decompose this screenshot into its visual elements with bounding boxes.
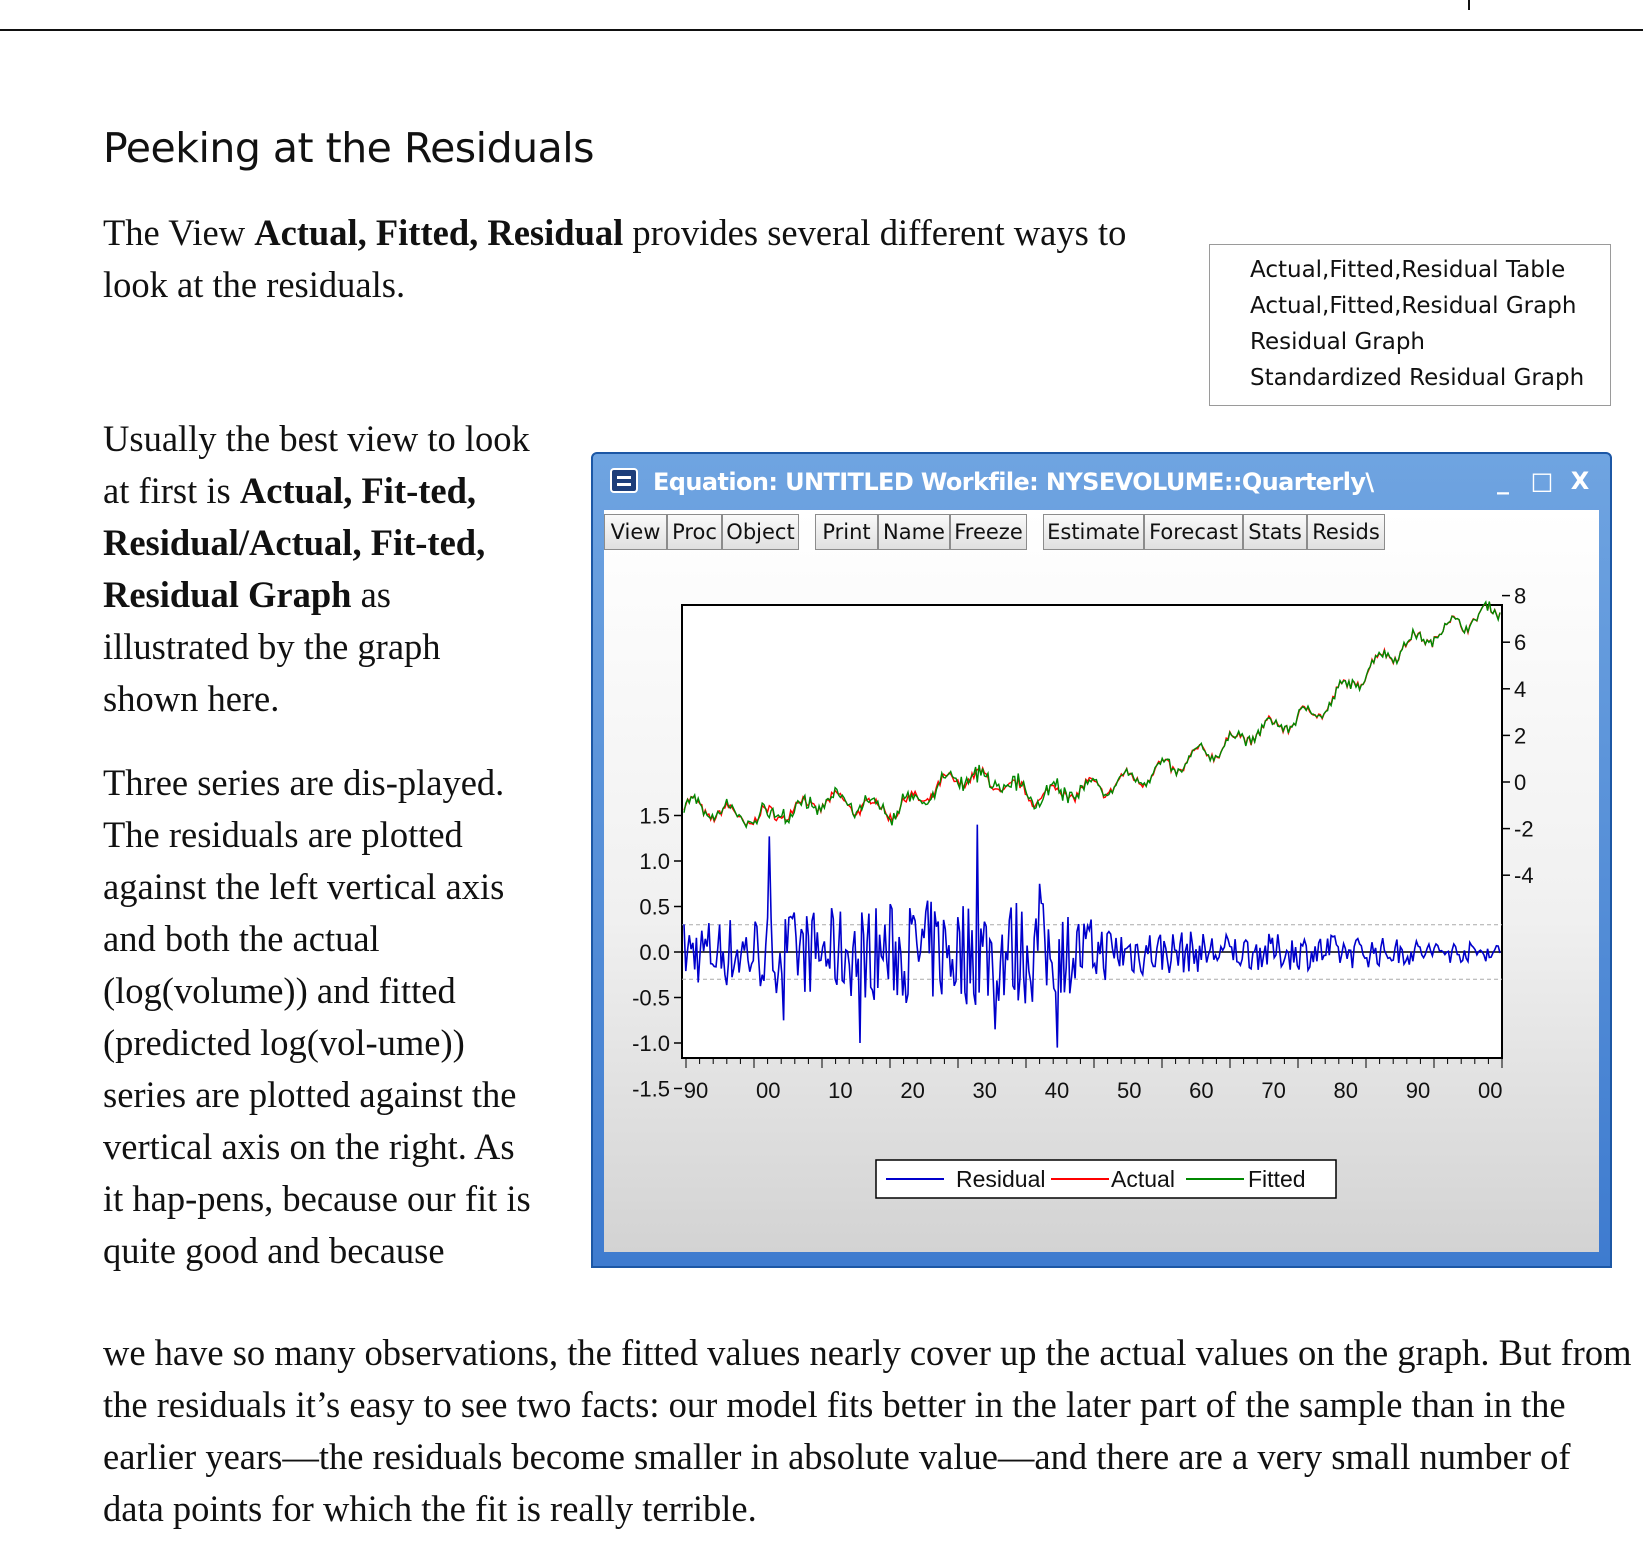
- toolbar-proc-button[interactable]: Proc: [667, 514, 722, 550]
- x-axis-tick-label: 20: [900, 1078, 925, 1103]
- right-axis-tick-label: 6: [1514, 630, 1527, 656]
- left-axis-tick-label: -0.5: [632, 985, 670, 1011]
- intro-paragraph: [103, 207, 1143, 311]
- close-button[interactable]: X: [1570, 467, 1590, 495]
- window-titlebar[interactable]: [593, 454, 1610, 510]
- conclusion-paragraph: we have so many observations, the fitted values nearly cover up the actual values on the graph. But from the residuals it’s easy to see two facts: our model fits better in the later part of the sample than in the earlier years—the residuals become smaller in absolute value—and there are a very small number of data points for which the fit is really terrible.: [103, 1332, 1632, 1529]
- equation-window: [591, 452, 1612, 1268]
- toolbar-resids-button[interactable]: Resids: [1307, 514, 1385, 550]
- left-axis-tick-label: 1.5: [639, 803, 670, 829]
- x-axis-tick-label: 70: [1261, 1078, 1286, 1103]
- x-axis-tick-label: 10: [828, 1078, 853, 1103]
- header-rule: [0, 29, 1643, 31]
- left-axis-tick-label: -1.0: [632, 1031, 670, 1056]
- legend-label-residual: Residual: [956, 1166, 1046, 1192]
- minimize-button[interactable]: _: [1497, 467, 1509, 495]
- usage-paragraph: [103, 413, 543, 725]
- usage-bold-view: Actual, Fit-ted, Residual/Actual, Fit-ted, Residual Graph: [103, 470, 486, 615]
- view-submenu: [1209, 244, 1611, 406]
- toolbar-stats-button[interactable]: Stats: [1243, 514, 1307, 550]
- x-axis-tick-label: 00: [755, 1078, 781, 1103]
- right-axis-tick-label: -2: [1514, 816, 1534, 842]
- right-axis-tick-label: 0: [1514, 770, 1527, 795]
- section-heading: Peeking at the Residuals: [103, 124, 594, 172]
- toolbar-freeze-button[interactable]: Freeze: [950, 514, 1027, 550]
- right-axis-tick-label: 8: [1514, 583, 1527, 609]
- toolbar-name-button[interactable]: Name: [878, 514, 950, 550]
- x-axis-tick-label: 30: [972, 1078, 998, 1103]
- left-axis-tick-label: 0.0: [639, 940, 670, 965]
- menu-item-standardized-residual-graph[interactable]: Standardized Residual Graph: [1250, 365, 1585, 391]
- menu-item-residual-graph[interactable]: Residual Graph: [1250, 329, 1425, 355]
- x-axis-tick-label: 50: [1116, 1078, 1142, 1103]
- toolbar-estimate-button[interactable]: Estimate: [1043, 514, 1144, 550]
- menu-item-afr-graph[interactable]: Actual,Fitted,Residual Graph: [1250, 293, 1577, 319]
- intro-bold-view: Actual, Fitted, Residual: [254, 212, 624, 253]
- left-axis-tick-label: 0.5: [639, 894, 670, 920]
- maximize-button[interactable]: □: [1530, 467, 1554, 495]
- window-client-area: [604, 510, 1599, 1252]
- x-axis-tick-label: 80: [1333, 1078, 1359, 1103]
- x-axis-tick-label: 00: [1477, 1078, 1503, 1103]
- header-rule-tick: [1468, 0, 1470, 10]
- right-axis-tick-label: 2: [1514, 723, 1527, 749]
- intro-text-c: provides several different ways to look at the residuals.: [103, 212, 1127, 305]
- residual-chart: [604, 552, 1599, 1252]
- window-title: Equation: UNTITLED Workfile: NYSEVOLUME::Quarterly\: [653, 468, 1374, 496]
- usage-text-a: Usually the best view to look at first is: [103, 418, 530, 511]
- usage-text-c: as illustrated by the graph shown here.: [103, 574, 441, 719]
- x-axis-tick-label: 40: [1044, 1078, 1070, 1103]
- x-axis-tick-label: 60: [1189, 1078, 1214, 1103]
- toolbar-view-button[interactable]: View: [604, 514, 667, 550]
- x-axis-tick-label: 90: [1405, 1078, 1431, 1103]
- equation-icon: [610, 468, 638, 493]
- x-axis-tick-label: 90: [683, 1078, 709, 1103]
- menu-item-afr-table[interactable]: Actual,Fitted,Residual Table: [1250, 257, 1566, 283]
- right-axis-tick-label: 4: [1514, 676, 1527, 702]
- toolbar-forecast-button[interactable]: Forecast: [1144, 514, 1243, 550]
- intro-text-a: The View: [103, 212, 255, 253]
- window-toolbar: [604, 510, 1599, 552]
- series-paragraph: Three series are dis-played. The residuals are plotted against the left vertical axis and both the actual (log(volume)) and fitted (predicted log(vol-ume)) series are plotted against the vertical axis on the right. As it hap-pens, because our fit is quite good and because: [103, 762, 531, 1271]
- toolbar-print-button[interactable]: Print: [815, 514, 878, 550]
- toolbar-object-button[interactable]: Object: [722, 514, 799, 550]
- legend-label-actual: Actual: [1111, 1166, 1175, 1192]
- left-axis-tick-label: 1.0: [639, 849, 670, 874]
- legend-label-fitted: Fitted: [1248, 1166, 1306, 1192]
- right-axis-tick-label: -4: [1514, 863, 1534, 889]
- left-axis-tick-label: -1.5: [632, 1076, 670, 1102]
